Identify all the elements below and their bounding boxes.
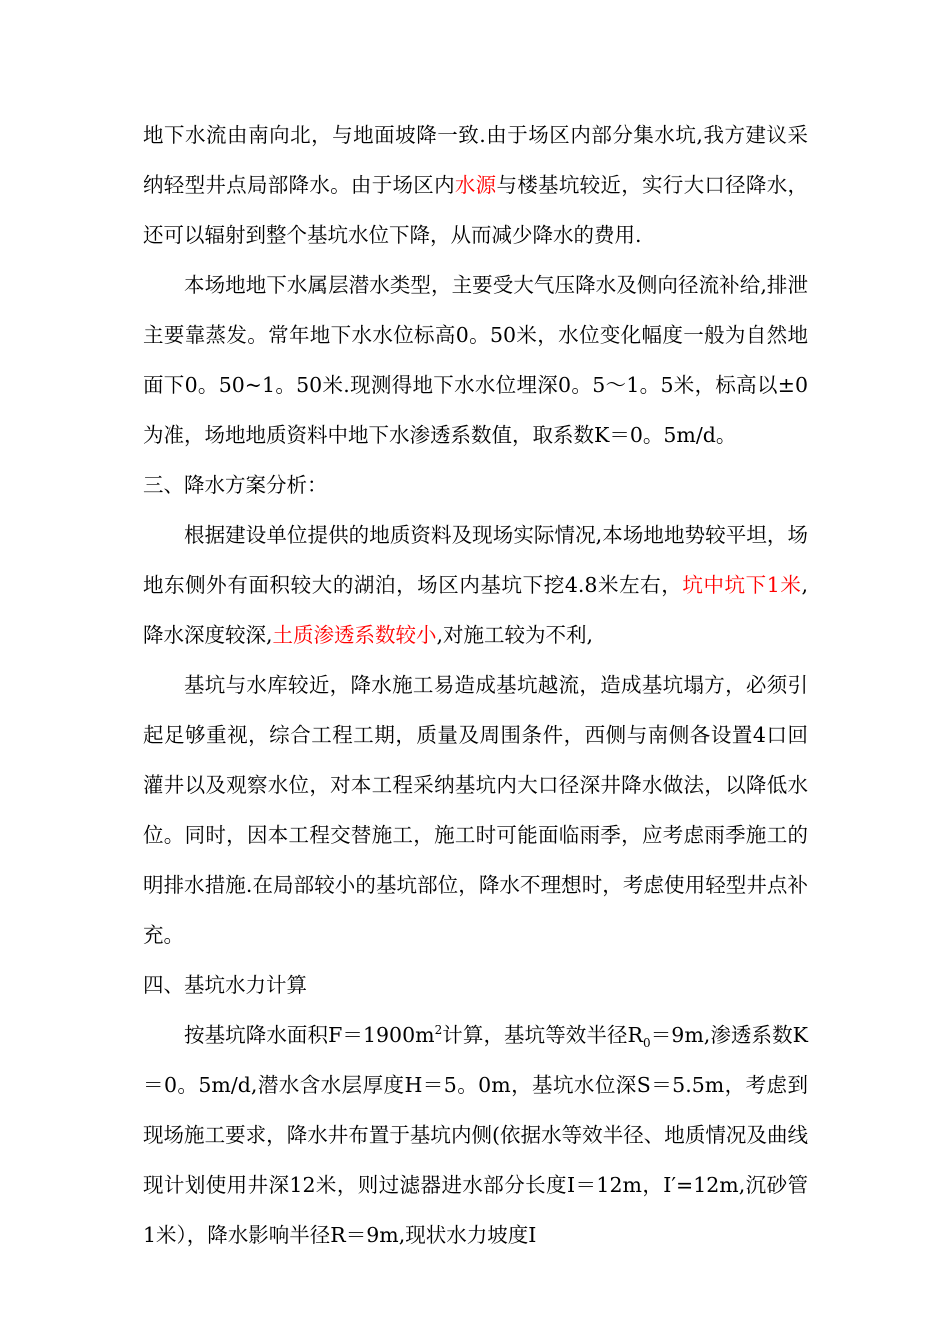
paragraph-dewatering-plan: 基坑与水库较近，降水施工易造成基坑越流，造成基坑塌方，必须引起足够重视，综合工程工期，质量及周围条件，西侧与南侧各设置4口回灌井以及观察水位，对本工程采纳基坑内大口径深井降水做法，以降低水位。同时，因本工程交替施工，施工时可能面临雨季，应考虑雨季施工的明排水措施.在局部较小的基坑部位，降水不理想时，考虑使用轻型井点补充。 (143, 673, 808, 947)
text-span: 地下水流由南向北，与地面坡降一致.由于场区内部分集水坑,我方建议采纳轻型井点局部降水。由于场区内 (143, 123, 808, 197)
text-span: ,对施工较为不利, (436, 623, 594, 647)
highlight-low-permeability: 土质渗透系数较小 (272, 623, 437, 647)
paragraph-site-conditions (143, 510, 808, 660)
body-text (143, 110, 808, 1260)
text-span: ＝9m,渗透系数K＝0。5m/d,潜水含水层厚度H＝5。0m，基坑水位深S＝5.5m，考虑到现场施工要求，降水井布置于基坑内侧(依据水等效半径、地质情况及曲线现计划使用井深12米，则过滤器进水部分长度I＝12m，I′=12m,沉砂管1米），降水影响半径R＝9m,现状水力坡度I (143, 1023, 808, 1247)
text-span: ,降水深度较深, (143, 573, 808, 647)
text-span: 按基坑降水面积F＝1900m (184, 1023, 435, 1047)
subscript-zero: 0 (642, 1036, 651, 1051)
highlight-water-source: 水源 (454, 173, 497, 197)
text-span: 根据建设单位提供的地质资料及现场实际情况,本场地地势较平坦，场地东侧外有面积较大的湖泊，场区内基坑下挖4.8米左右， (143, 523, 808, 597)
text-span: 计算，基坑等效半径R (442, 1023, 643, 1047)
highlight-pit-in-pit: 坑中坑下1米 (682, 573, 802, 597)
heading-dewatering-analysis: 三、降水方案分析： (143, 473, 328, 497)
paragraph-aquifer-type: 本场地地下水属层潜水类型，主要受大气压降水及侧向径流补给,排泄主要靠蒸发。常年地下水水位标高0。50米，水位变化幅度一般为自然地面下0。50~1。50米.现测得地下水水位埋深0。5～1。5米，标高以±0为准，场地地质资料中地下水渗透系数值，取系数K＝0。5m/d。 (143, 273, 808, 447)
text-span: 与楼基坑较近，实行大口径降水，还可以辐射到整个基坑水位下降，从而减少降水的费用. (143, 173, 809, 247)
superscript-squared: 2 (434, 1023, 443, 1038)
paragraph-calculation-params (143, 1010, 808, 1260)
heading-hydraulic-calculation: 四、基坑水力计算 (143, 973, 307, 997)
paragraph-groundwater-flow (143, 110, 808, 260)
